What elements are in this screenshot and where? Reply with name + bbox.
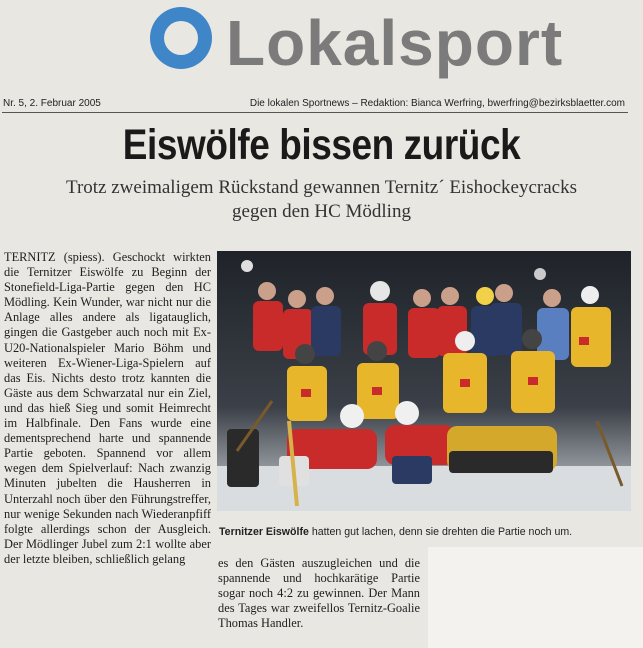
caption-text: hatten gut lachen, denn sie drehten die Partie noch um. [308,526,573,538]
article-body-right [218,556,420,631]
subhead-line-1: Trotz zweimaligem Rückstand gewannen Ternitz´ Eishockeycracks [66,177,577,198]
team-photo-illustration [217,251,631,511]
header-rule [2,112,628,113]
redaktion-line: Die lokalen Sportnews – Redaktion: Bianca Werfring, bwerfring@bezirksblaetter.com [249,98,625,109]
photo-caption [219,526,631,539]
masthead [0,0,643,90]
subhead [0,176,643,224]
body-left-text: TERNITZ (spiess). Geschockt wirkten die Ternitzer Eiswölfe zu Beginn der Stonefield-Liga-Partie gegen den HC Mödling. Kein Wunder, war nicht nur die Anlage alles andere als ligatauglich, gingen die Gastgeber auch noch mit Ex-U20-Nationalspieler Mario Böhm und weiteren Ex-Wiener-Liga-Spielern auf das Eis. Nichts desto trotz kannten die Gäste aus dem Schwarzatal nur ein Ziel, und das hieß Sieg und somit Heimrecht im Halbfinale. Den Fans wurde eine dementsprechend harte und spannende Partie geboten. Spannend vor allem wegen dem Spielverlauf: Nach zwanzig Minuten jubelten die Hausherren in Unterzahl noch über den Führungstreffer, nur wenige Sekunden nach Wiederanpfiff folgte allerdings schon der Ausgleich. Der Mödlinger Jubel zum 2:1 wollte aber der letzte bleiben, schließlich gelang [4,250,211,566]
body-right-text: es den Gästen auszugleichen und die spannende und hochkarätige Partie sogar noch 4:2 zu gewinnen. Der Mann des Tages war zweifellos Ternitz-Goalie Thomas Handler. [218,556,420,631]
article-body-left [4,250,211,567]
team-photo [217,251,631,511]
logo-circle-icon [150,7,212,69]
subhead-line-2: gegen den HC Mödling [232,201,411,222]
blank-corner [428,547,643,648]
masthead-title: Lokalsport [226,7,564,79]
caption-bold: Ternitzer Eiswölfe [219,526,309,538]
headline: Eiswölfe bissen zurück [122,121,521,169]
issue-date: Nr. 5, 2. Februar 2005 [3,98,101,109]
